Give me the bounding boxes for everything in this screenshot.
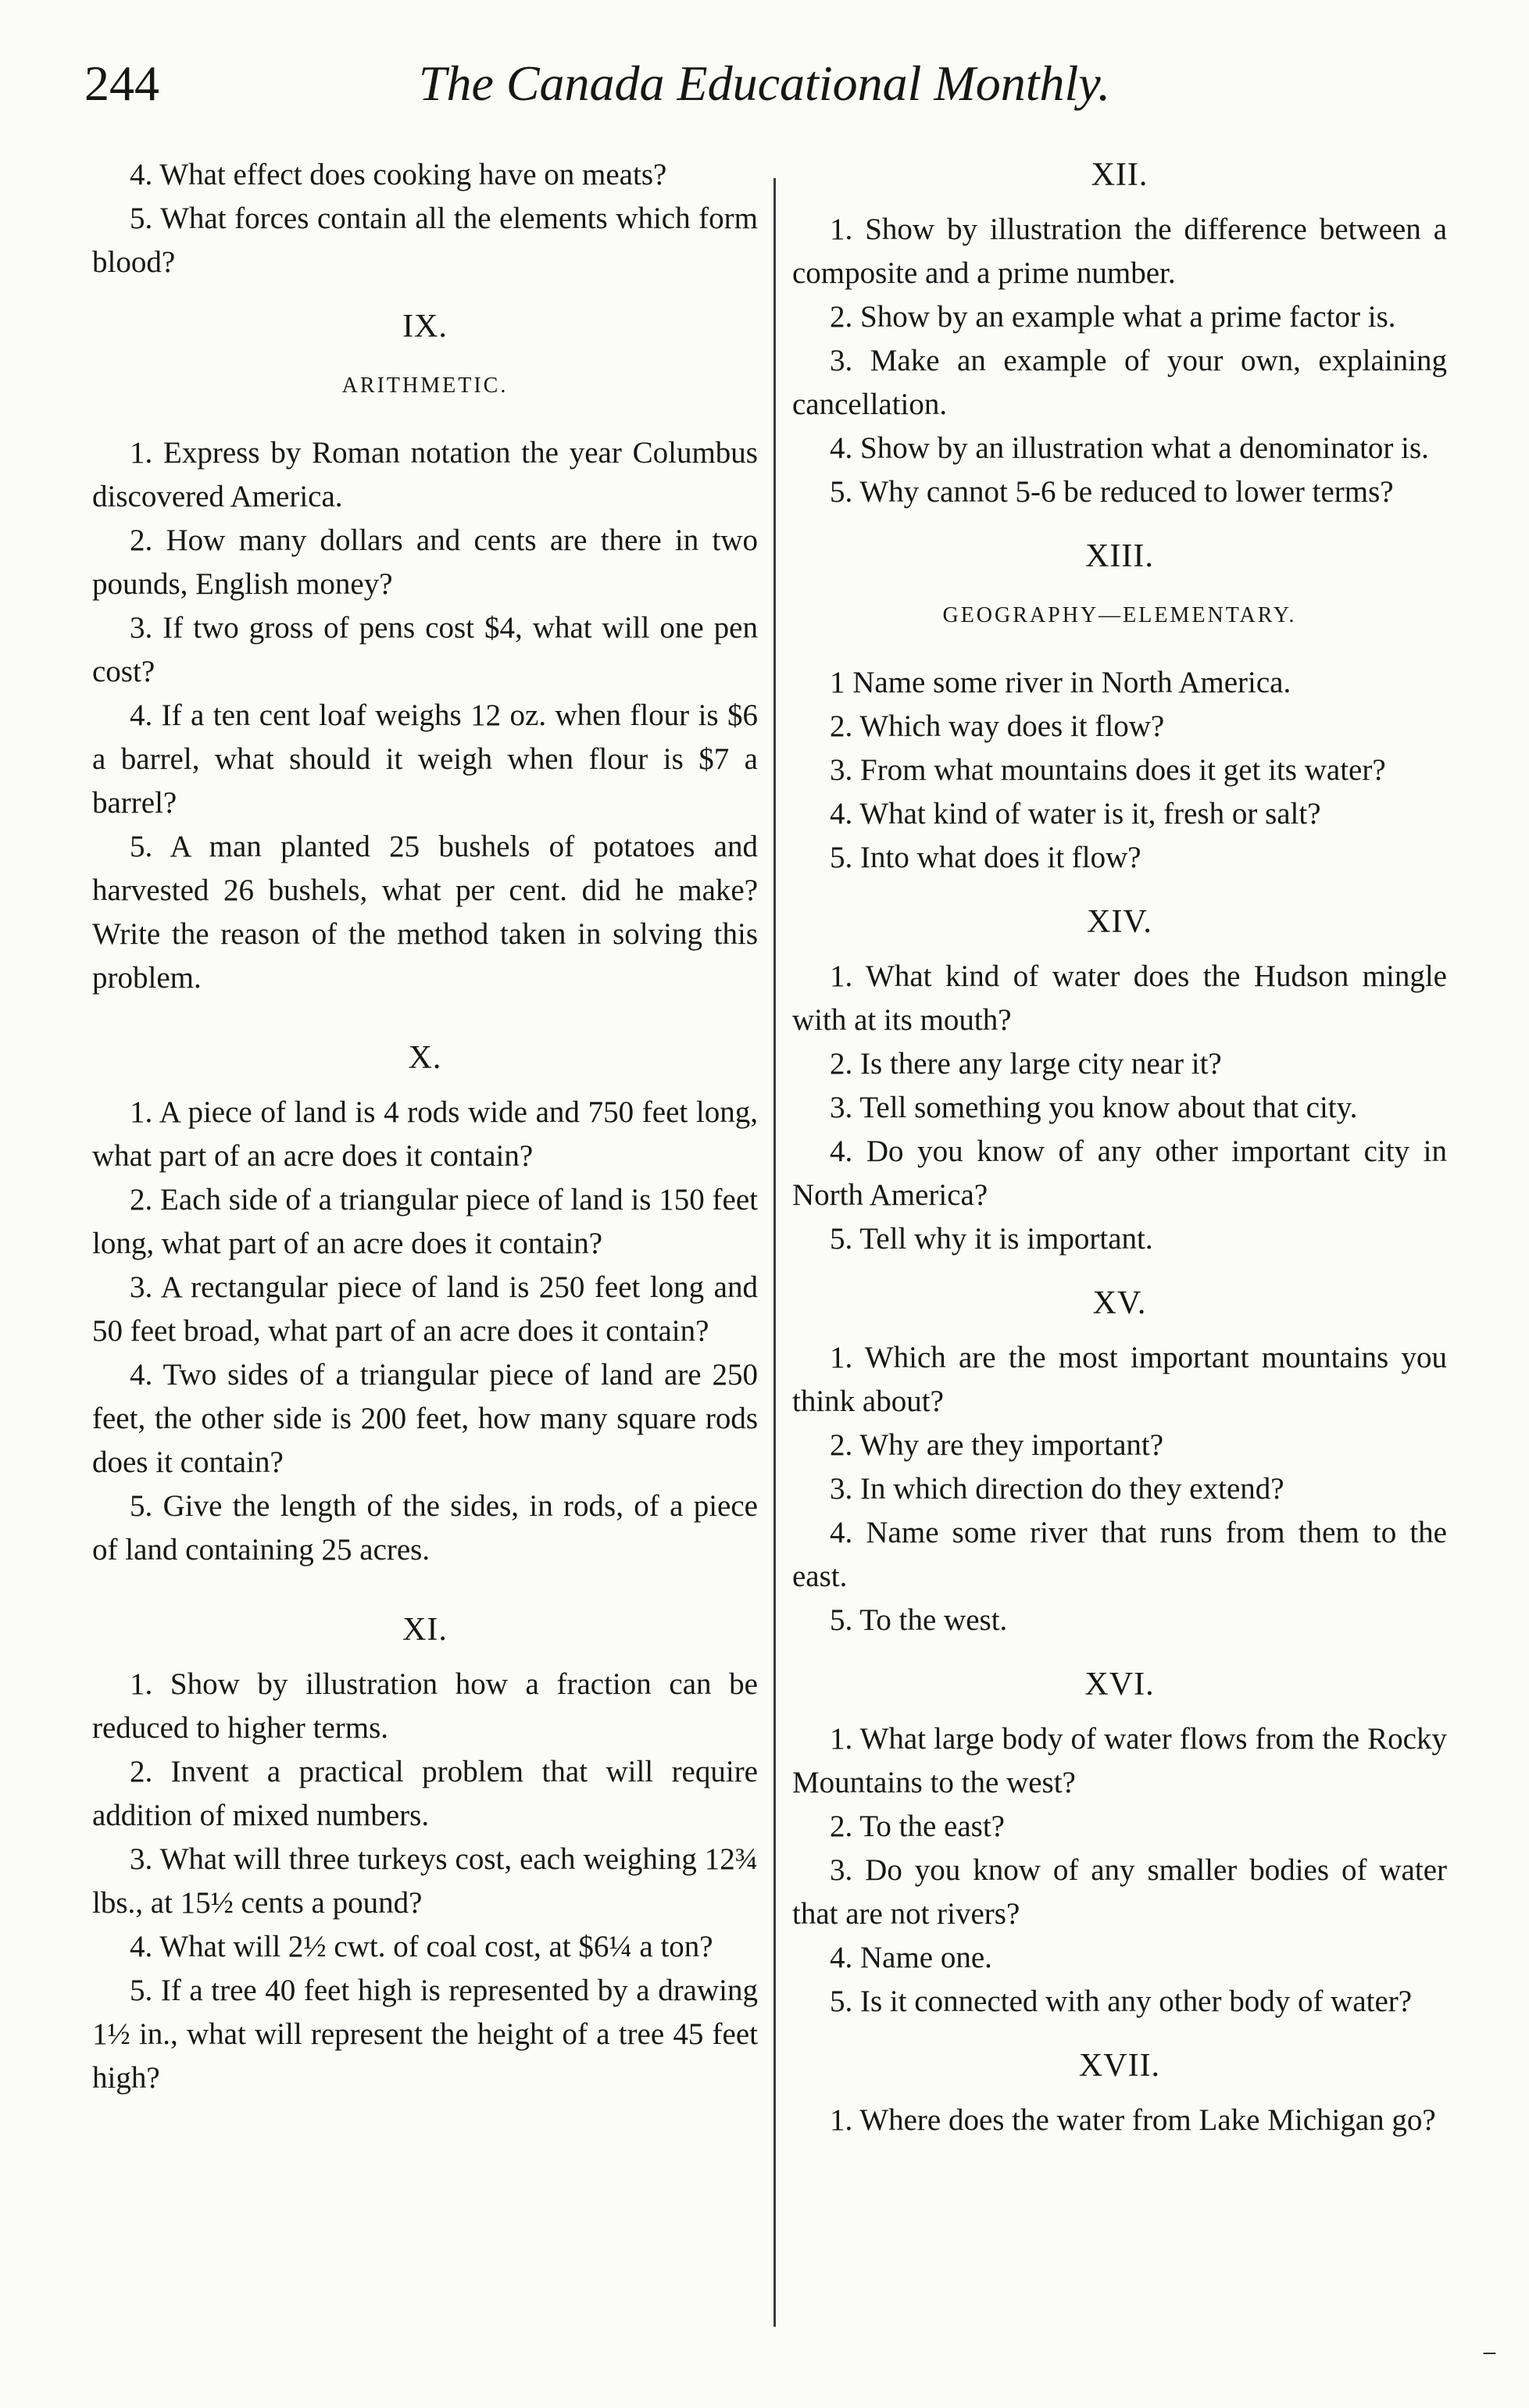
question: 2. To the east?: [830, 1810, 1005, 1843]
question: 4. If a ten cent loaf weighs 12 oz. when flour is $6 a barrel, what should it weigh when flour is $7 a barrel?: [92, 698, 758, 820]
question: 4. Name some river that runs from them to the east.: [792, 1516, 1447, 1593]
section-heading-xiii: XIII.: [1085, 538, 1154, 574]
question: 3. Make an example of your own, explaining cancellation.: [792, 344, 1447, 421]
question: 4. What effect does cooking have on meats?: [130, 158, 667, 191]
question: 4. Show by an illustration what a denominator is.: [830, 431, 1429, 465]
question: 2. Show by an example what a prime factor is.: [830, 300, 1396, 334]
question: 1. Show by illustration how a fraction can be reduced to higher terms.: [92, 1667, 758, 1745]
question: 1. Which are the most important mountains you think about?: [792, 1341, 1447, 1418]
question: 2. Is there any large city near it?: [830, 1047, 1222, 1081]
question: 5. Tell why it is important.: [830, 1222, 1153, 1256]
question: 2. Why are they important?: [830, 1428, 1164, 1462]
question: 3. What will three turkeys cost, each weighing 12¾ lbs., at 15½ cents a pound?: [92, 1842, 758, 1920]
question: 5. To the west.: [830, 1603, 1008, 1637]
question: 4. Two sides of a triangular piece of land are 250 feet, the other side is 200 feet, how many square rods does it contain?: [92, 1358, 758, 1479]
section-heading-ix: IX.: [402, 309, 448, 345]
right-column: [792, 153, 1447, 2142]
question: 5. Why cannot 5-6 be reduced to lower terms?: [830, 475, 1394, 509]
question: 5. If a tree 40 feet high is represented by a drawing 1½ in., what will represent the height of a tree 45 feet high?: [92, 1974, 758, 2095]
question: 1. A piece of land is 4 rods wide and 750 feet long, what part of an acre does it contain?: [92, 1095, 758, 1173]
question: 5. A man planted 25 bushels of potatoes and harvested 26 bushels, what per cent. did he make? Write the reason of the method taken in solving this problem.: [92, 830, 758, 995]
question: 4. Do you know of any other important city in North America?: [792, 1134, 1447, 1212]
section-heading-xiv: XIV.: [1087, 904, 1152, 940]
page-number: 244: [84, 55, 159, 111]
question: 1. Show by illustration the difference between a composite and a prime number.: [792, 213, 1447, 290]
question: 2. Which way does it flow?: [830, 709, 1165, 743]
question: 4. What kind of water is it, fresh or salt?: [830, 797, 1321, 831]
section-heading-xi: XI.: [402, 1612, 448, 1648]
section-heading-xii: XII.: [1091, 157, 1149, 193]
question: 2. Invent a practical problem that will require addition of mixed numbers.: [92, 1755, 758, 1832]
question: 5. Is it connected with any other body of water?: [830, 1985, 1413, 2018]
left-column: [92, 153, 758, 2100]
section-heading-x: X.: [408, 1040, 442, 1076]
question: 3. In which direction do they extend?: [830, 1472, 1284, 1506]
question: 1 Name some river in North America.: [830, 666, 1291, 699]
column-divider: [773, 178, 776, 2327]
question: 5. What forces contain all the elements which form blood?: [92, 202, 758, 279]
question: 3. Tell something you know about that city.: [830, 1091, 1358, 1124]
running-title: The Canada Educational Monthly.: [418, 55, 1111, 111]
question: 2. Each side of a triangular piece of land is 150 feet long, what part of an acre does it contain?: [92, 1183, 758, 1260]
stray-ink-mark: ⁻: [1481, 2341, 1498, 2376]
question: 1. Where does the water from Lake Michigan go?: [830, 2103, 1436, 2137]
question: 4. Name one.: [830, 1941, 992, 1974]
question: 3. Do you know of any smaller bodies of water that are not rivers?: [792, 1853, 1447, 1931]
subject-heading-arithmetic: ARITHMETIC.: [341, 373, 509, 398]
question: 1. What large body of water flows from the Rocky Mountains to the west?: [792, 1722, 1447, 1799]
question: 1. What kind of water does the Hudson mingle with at its mouth?: [792, 959, 1447, 1037]
section-heading-xv: XV.: [1092, 1285, 1147, 1321]
question: 1. Express by Roman notation the year Columbus discovered America.: [92, 436, 758, 513]
question: 3. From what mountains does it get its water?: [830, 753, 1386, 787]
question: 3. A rectangular piece of land is 250 feet long and 50 feet broad, what part of an acre does it contain?: [92, 1270, 758, 1348]
question: 4. What will 2½ cwt. of coal cost, at $6¼ a ton?: [130, 1930, 713, 1963]
section-heading-xvii: XVII.: [1078, 2048, 1161, 2084]
question: 5. Give the length of the sides, in rods, of a piece of land containing 25 acres.: [92, 1489, 758, 1567]
page-header: [84, 55, 1445, 133]
subject-heading-geography: GEOGRAPHY—ELEMENTARY.: [942, 603, 1297, 627]
question: 2. How many dollars and cents are there in two pounds, English money?: [92, 523, 758, 601]
question: 5. Into what does it flow?: [830, 841, 1141, 874]
question: 3. If two gross of pens cost $4, what will one pen cost?: [92, 611, 758, 688]
section-heading-xvi: XVI.: [1084, 1667, 1155, 1702]
